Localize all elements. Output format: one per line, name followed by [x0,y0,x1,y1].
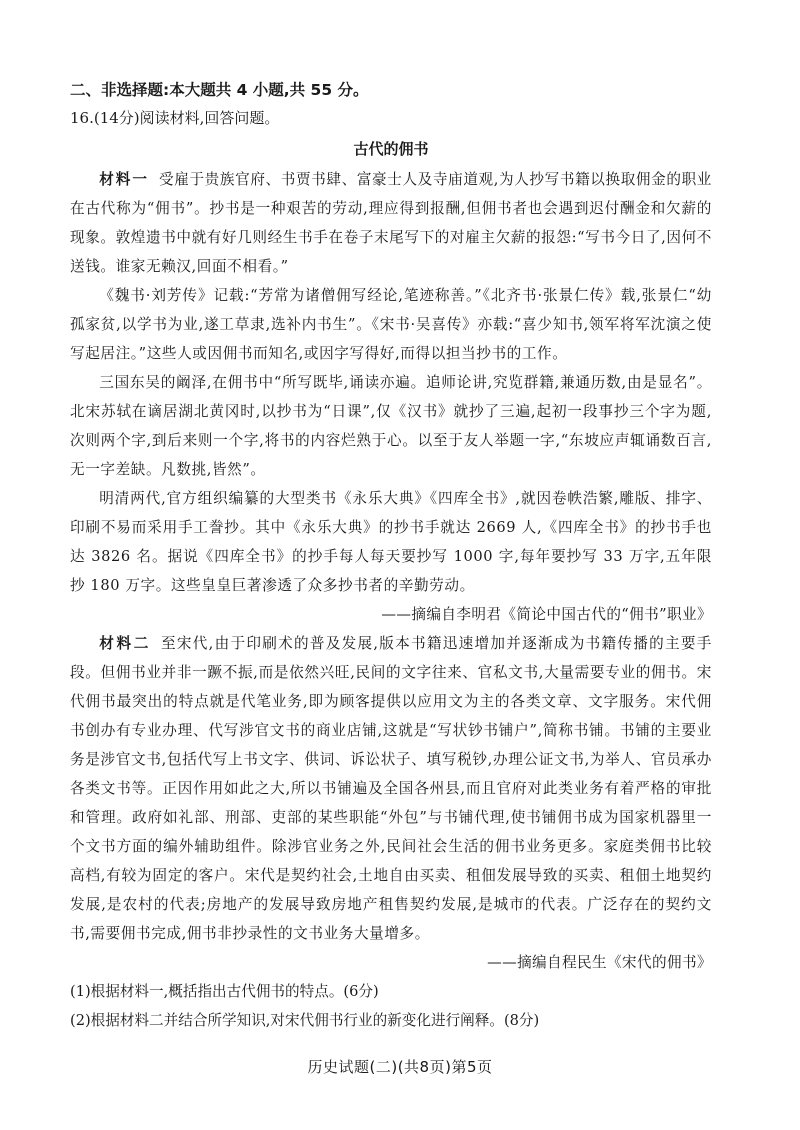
material-two [70,629,712,977]
material-one-label: 材料一 [99,171,150,188]
passage-title: 古代的佣书 [353,140,429,158]
material-two-paragraph-1 [70,629,712,948]
material-one-paragraph-2: 《魏书·刘芳传》记载:“芳常为诸僧佣写经论,笔迹称善。”《北齐书·张景仁传》载,张景仁“幼孤家贫,以学书为业,遂工草隶,选补内书生”。《宋书·吴喜传》亦载:“喜少知书,领军将军沈演之使写起居注。”这些人或因佣书而知名,或因字写得好,而得以担当抄书的工作。 [70,287,712,362]
material-one-paragraph-3: 三国东吴的阚泽,在佣书中“所写既毕,诵读亦遍。追师论讲,究览群籍,兼通历数,由是显名”。北宋苏轼在谪居湖北黄冈时,以抄书为“日课”,仅《汉书》就抄了三遍,起初一段事抄三个字为题,次则两个字,到后来则一个字,将书的内容烂熟于心。以至于友人举题一字,“东坡应声辄诵数百言,无一字差缺。凡数挑,皆然”。 [70,374,712,478]
material-two-label: 材料二 [99,635,152,652]
material-two-source: ——摘编自程民生《宋代的佣书》 [487,954,712,971]
paragraph-text: 受雇于贵族官府、书贾书肆、富豪士人及寺庙道观,为人抄写书籍以换取佣金的职业在古代称为“佣书”。抄书是一种艰苦的劳动,理应得到报酬,但佣书者也会遇到迟付酬金和欠薪的现象。敦煌遗书中就有好几则经生书手在卷子末尾写下的对雇主欠薪的报怨:“写书今日了,因何不送钱。谁家无赖汉,回面不相看。” [70,171,712,275]
section-heading: 二、非选择题:本大题共 4 小题,共 55 分。 [70,81,369,99]
subquestions [70,977,712,1035]
material-one [70,165,712,629]
question-intro: 16.(14分)阅读材料,回答问题。 [70,109,280,127]
material-one-paragraph-4: 明清两代,官方组织编纂的大型类书《永乐大典》《四库全书》,就因卷帙浩繁,雕版、排字、印刷不易而采用手工誊抄。其中《永乐大典》的抄书手就达 2669 人,《四库全书》的抄书手也达 3826 名。据说《四库全书》的抄手每人每天要抄写 1000 字,每年要抄写 33 万字,五年限抄 180 万字。这些皇皇巨著渗透了众多抄书者的辛勤劳动。 [70,490,712,594]
paragraph-text: 至宋代,由于印刷术的普及发展,版本书籍迅速增加并逐渐成为书籍传播的主要手段。但佣书业并非一蹶不振,而是依然兴旺,民间的文字往来、官私文书,大量需要专业的佣书。宋代佣书最突出的特点就是代笔业务,即为顾客提供以应用文为主的各类文章、文字服务。宋代佣书创办有专业办理、代写涉官文书的商业店铺,这就是“写状钞书铺户”,简称书铺。书铺的主要业务是涉官文书,包括代写上书文字、供词、诉讼状子、填写税钞,办理公证文书,为举人、官员承办各类文书等。正因作用如此之大,所以书铺遍及全国各州县,而且官府对此类业务有着严格的审批和管理。政府如礼部、刑部、吏部的某些职能“外包”与书铺代理,使书铺佣书成为国家机器里一个文书方面的编外辅助组件。除涉官业务之外,民间社会生活的佣书业务更多。家庭类佣书比较高档,有较为固定的客户。宋代是契约社会,土地自由买卖、租佃发展导致的买卖、租佃土地契约发展,是农村的代表;房地产的发展导致房地产租售契约发展,是城市的代表。广泛存在的契约文书,需要佣书完成,佣书非抄录性的文书业务大量增多。 [70,635,712,942]
material-one-source: ——摘编自李明君《简论中国古代的“佣书”职业》 [381,606,712,623]
subquestion-2: (2)根据材料二并结合所学知识,对宋代佣书行业的新变化进行阐释。(8分) [70,1012,540,1029]
material-one-paragraph-1 [70,165,712,281]
subquestion-1: (1)根据材料一,概括指出古代佣书的特点。(6分) [70,983,379,1000]
page-footer: 历史试题(二)(共8页)第5页 [307,1058,493,1076]
